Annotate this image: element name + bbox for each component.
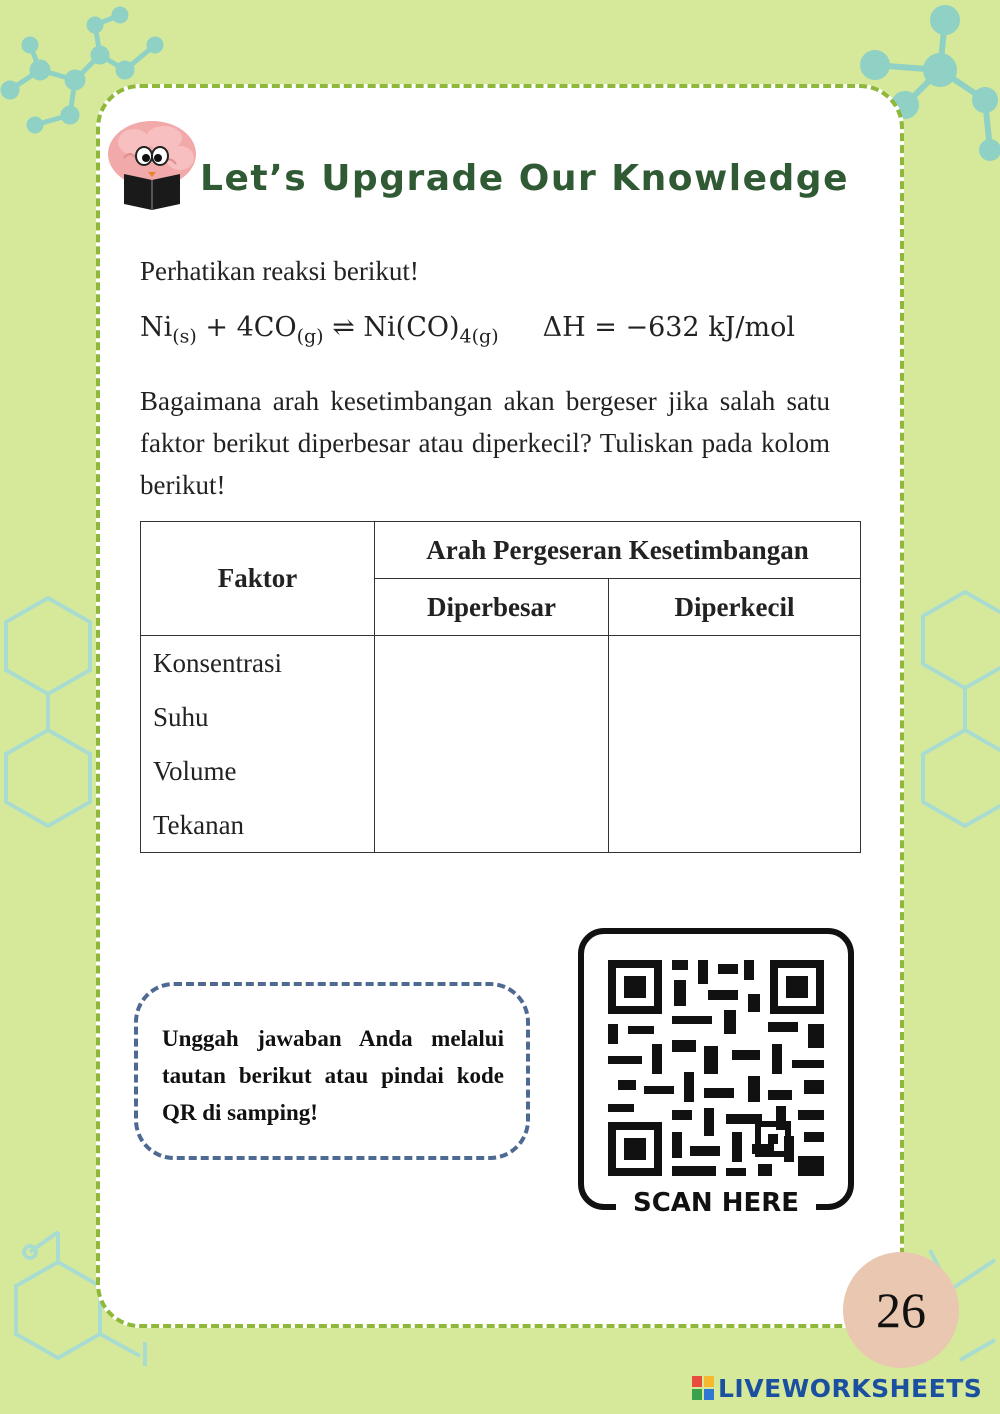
brand-name: LIVEWORKSHEETS [718,1373,983,1403]
page-title: Let’s Upgrade Our Knowledge [200,158,849,199]
factor-header: Faktor [141,522,375,636]
reaction-nickel: Ni [140,312,173,343]
reaction-equation [140,312,840,347]
page-number-badge: 26 [843,1252,959,1368]
factor-concentration: Konsentrasi [153,648,282,678]
reaction-product: ⇌ Ni(CO) [323,312,460,343]
brain-reading-book-icon [104,118,198,214]
factor-list [141,636,375,853]
answer-decrease-cell[interactable] [609,636,861,853]
shift-direction-header: Arah Pergeseran Kesetimbangan [375,522,861,579]
liveworksheets-logo-icon [692,1376,714,1400]
intro-text: Perhatikan reaksi berikut! [140,256,419,286]
decrease-column-header: Diperkecil [609,579,861,636]
reaction-nickel-state: (s) [172,325,197,348]
factor-temperature: Suhu [153,702,209,732]
enthalpy-value: ΔH = −632 kJ/mol [542,312,795,343]
factor-pressure: Tekanan [153,810,245,840]
reaction-co: + 4CO [196,312,297,343]
factor-volume: Volume [153,756,237,786]
qr-code-icon[interactable] [608,960,824,1176]
qr-code-frame[interactable] [578,928,854,1218]
scan-here-label: SCAN HERE [616,1186,816,1220]
question-text: Bagaimana arah kesetimbangan akan bergeser jika salah satu faktor berikut diperbesar atau diperkecil? Tuliskan pada kolom berikut! [140,386,830,500]
upload-instructions-box [134,982,530,1160]
reaction-co-state: (g) [296,325,324,348]
increase-column-header: Diperbesar [375,579,609,636]
upload-instructions: Unggah jawaban Anda melalui tautan berikut atau pindai kode QR di samping! [162,1026,504,1125]
equilibrium-table [140,521,861,853]
reaction-product-subscript: 4(g) [459,325,499,348]
brand-watermark [692,1370,982,1406]
answer-increase-cell[interactable] [375,636,609,853]
